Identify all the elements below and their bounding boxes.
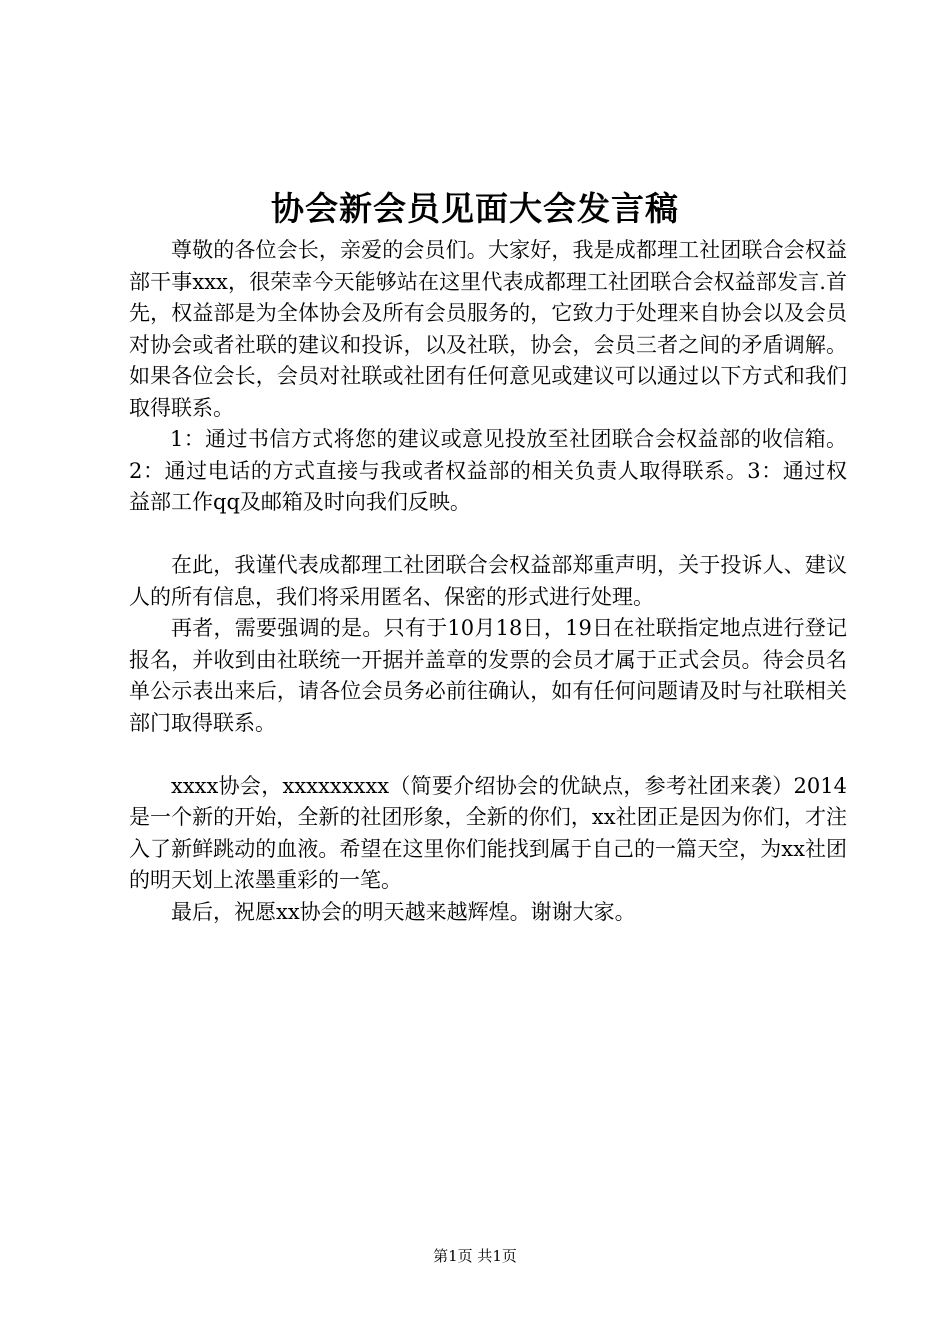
paragraph-membership-notice: 再者，需要强调的是。只有于10月18日，19日在社联指定地点进行登记报名，并收到由社联统一开据并盖章的发票的会员才属于正式会员。待会员名单公示表出来后，请各位会员务必前往确认，如有任何问题请及时与社联相关部门取得联系。 xyxy=(129,616,847,735)
paragraph-statement: 在此，我谨代表成都理工社团联合会权益部郑重声明，关于投诉人、建议人的所有信息，我们将采用匿名、保密的形式进行处理。 xyxy=(129,553,847,609)
paragraph-contact-methods: 1：通过书信方式将您的建议或意见投放至社团联合会权益部的收信箱。2：通过电话的方式直接与我或者权益部的相关负责人取得联系。3：通过权益部工作qq及邮箱及时向我们反映。 xyxy=(129,427,847,514)
paragraph-closing: 最后，祝愿xx协会的明天越来越辉煌。谢谢大家。 xyxy=(171,899,636,924)
paragraph-spacer xyxy=(129,519,847,551)
paragraph-association-intro: xxxx协会，xxxxxxxxx（简要介绍协会的优缺点，参考社团来袭）2014是一个新的开始，全新的社团形象，全新的你们，xx社团正是因为你们，才注入了新鲜跳动的血液。希望在这里你们能找到属于自己的一篇天空，为xx社团的明天划上浓墨重彩的一笔。 xyxy=(129,773,847,892)
paragraph-greeting: 尊敬的各位会长，亲爱的会员们。大家好，我是成都理工社团联合会权益部干事xxx，很荣幸今天能够站在这里代表成都理工社团联合会权益部发言.首先，权益部是为全体协会及所有会员服务的，它致力于处理来自协会以及会员对协会或者社联的建议和投诉，以及社联，协会，会员三者之间的矛盾调解。如果各位会长，会员对社联或社团有任何意见或建议可以通过以下方式和我们取得联系。 xyxy=(129,238,847,420)
document-title: 协会新会员见面大会发言稿 xyxy=(271,189,679,228)
paragraph-spacer xyxy=(129,739,847,771)
page-footer: 第1页 共1页 xyxy=(433,1247,517,1265)
document-body xyxy=(129,235,847,928)
